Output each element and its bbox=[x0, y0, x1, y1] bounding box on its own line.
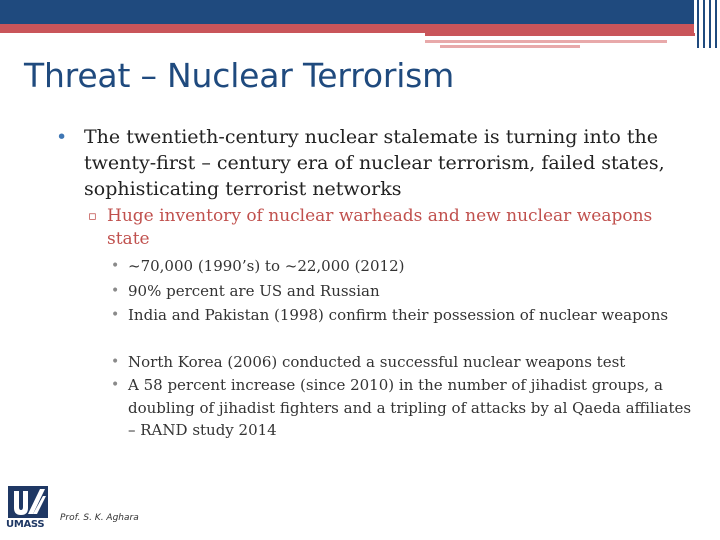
header-line bbox=[697, 0, 699, 48]
list-item: A 58 percent increase (since 2010) in the number of jihadist groups, a doubling of jihadist fighters and a tripling of attacks by al Qaeda affiliates – RAND study 2014 bbox=[128, 376, 692, 439]
bullet-level-3: • bbox=[111, 354, 120, 370]
header-accent-line bbox=[425, 40, 667, 43]
list-item: India and Pakistan (1998) confirm their possession of nuclear weapons bbox=[128, 306, 669, 324]
header-accent-bar bbox=[0, 24, 694, 33]
header-line bbox=[715, 0, 717, 48]
list-item: ~70,000 (1990’s) to ~22,000 (2012) bbox=[128, 257, 405, 275]
header-line bbox=[709, 0, 711, 48]
header-accent-line bbox=[425, 33, 695, 36]
bullet-level-3: • bbox=[111, 283, 120, 299]
bullet-text-level-2: Huge inventory of nuclear warheads and new nuclear weapons state bbox=[107, 206, 653, 249]
bullet-text-level-1: The twentieth-century nuclear stalemate is turning into the twenty-first – century era of nuclear terrorism, failed states, sophisticating terrorist networks bbox=[84, 126, 665, 200]
header-bar bbox=[0, 0, 720, 24]
header-line bbox=[703, 0, 705, 48]
list-item: North Korea (2006) conducted a successful nuclear weapons test bbox=[128, 353, 626, 371]
footer-author: Prof. S. K. Aghara bbox=[60, 513, 139, 523]
list-item: 90% percent are US and Russian bbox=[128, 282, 380, 300]
bullet-level-3: • bbox=[111, 307, 120, 323]
slide-title: Threat – Nuclear Terrorism bbox=[24, 56, 455, 95]
logo-wordmark: UMASS bbox=[6, 519, 45, 530]
header-accent-line bbox=[440, 45, 580, 48]
bullet-level-2: ▫ bbox=[88, 209, 97, 224]
bullet-level-1: • bbox=[56, 126, 68, 148]
bullet-level-3: • bbox=[111, 377, 120, 393]
bullet-level-3: • bbox=[111, 258, 120, 274]
